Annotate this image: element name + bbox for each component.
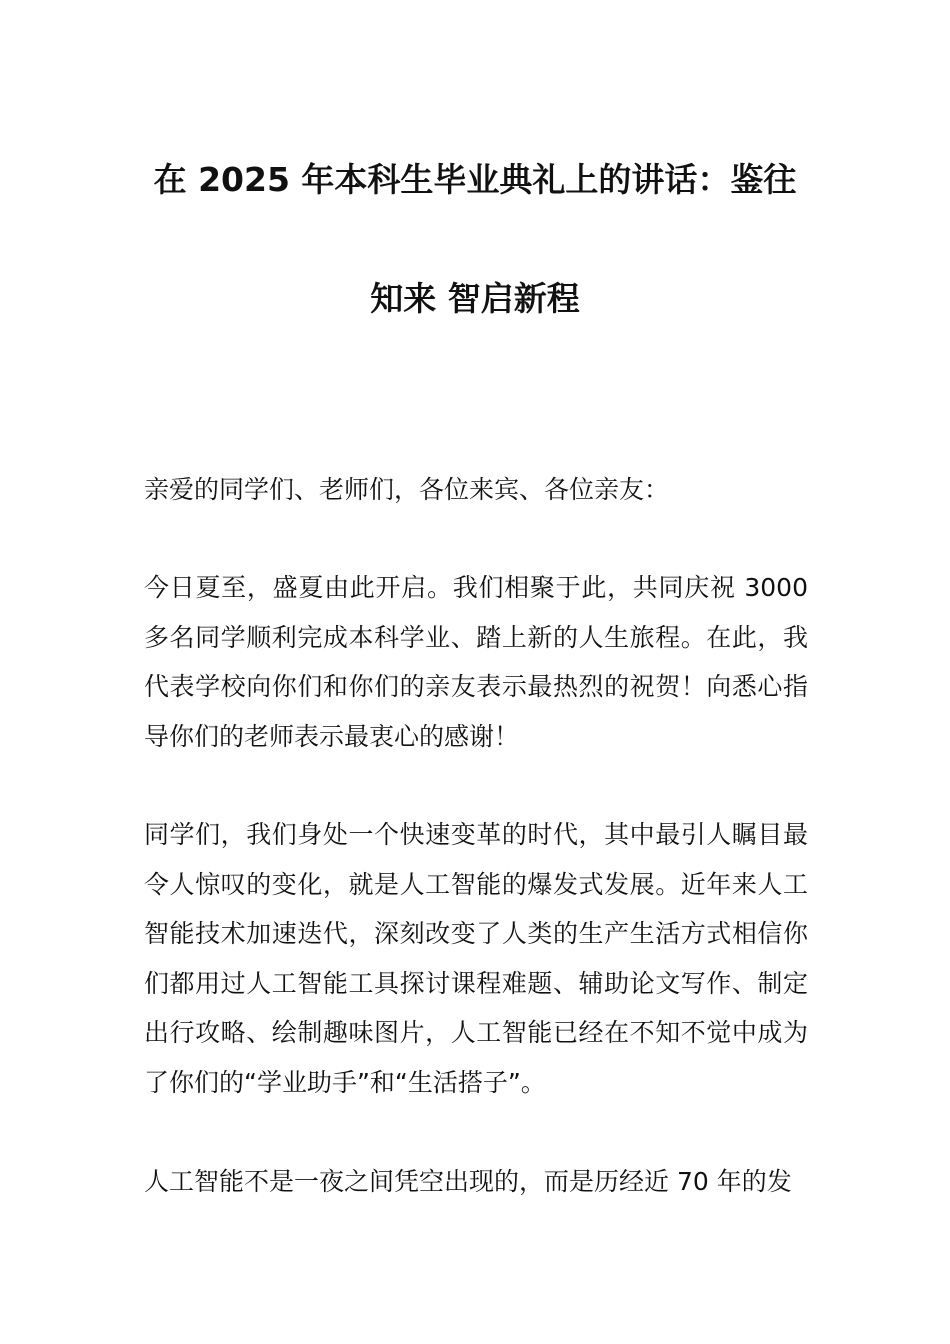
greeting: 亲爱的同学们、老师们，各位来宾、各位亲友： [144,475,670,504]
paragraph-3: 人工智能不是一夜之间凭空出现的，而是历经近 70 年的发 [144,1167,792,1196]
document-title-line-1: 在 2025 年本科生毕业典礼上的讲话：鉴往 [153,160,797,199]
paragraph-1: 今日夏至，盛夏由此开启。我们相聚于此，共同庆祝 3000 多名同学顺利完成本科学业、踏上新的人生旅程。在此，我代表学校向你们和你们的亲友表示最热烈的祝贺！向悉心指导你们的老师表示最衷心的感谢！ [144,573,808,751]
document-title-line-2: 知来 智启新程 [370,279,580,318]
paragraph-2: 同学们，我们身处一个快速变革的时代，其中最引人瞩目最令人惊叹的变化，就是人工智能的爆发式发展。近年来人工智能技术加速迭代，深刻改变了人类的生产生活方式相信你们都用过人工智能工具探讨课程难题、辅助论文写作、制定出行攻略、绘制趣味图片，人工智能已经在不知不觉中成为了你们的“学业助手”和“生活搭子”。 [144,820,808,1097]
